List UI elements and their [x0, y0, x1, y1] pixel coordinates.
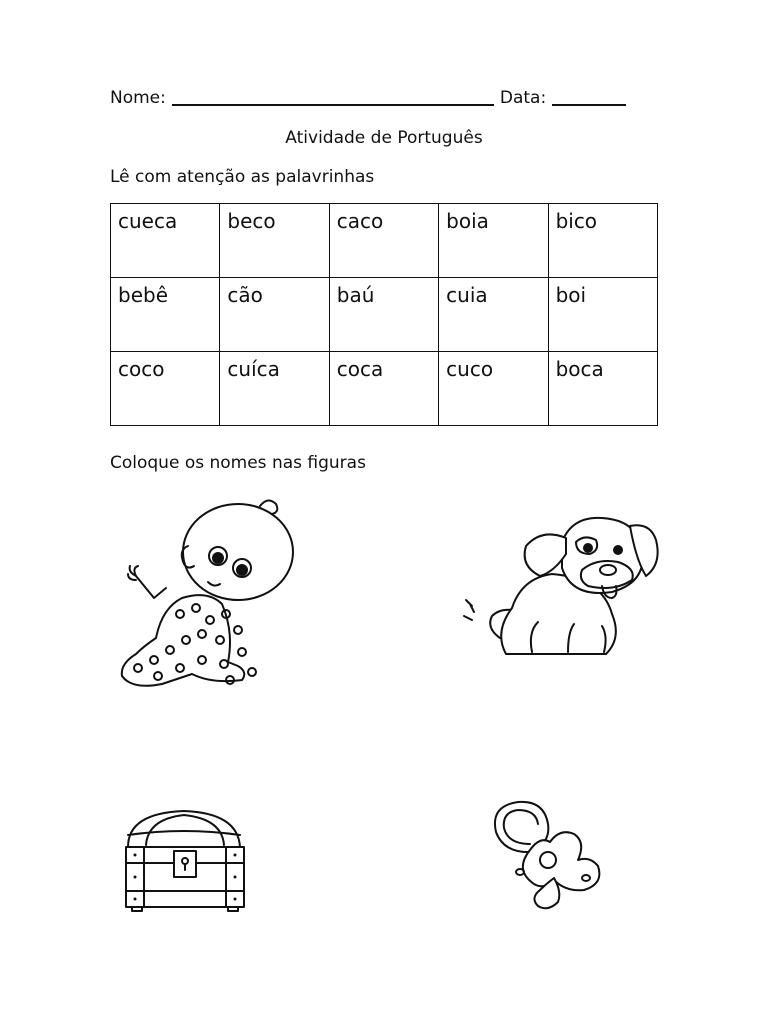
word-cell: coca — [329, 352, 438, 426]
word-cell: cuíca — [220, 352, 329, 426]
date-label: Data: — [499, 88, 547, 108]
pacifier-icon — [490, 800, 615, 915]
word-cell: bico — [548, 204, 657, 278]
word-cell: cueca — [111, 204, 220, 278]
table-row — [111, 352, 658, 426]
table-row — [111, 278, 658, 352]
word-cell: boca — [548, 352, 657, 426]
name-blank[interactable] — [172, 88, 494, 106]
instruction-text: Lê com atenção as palavrinhas — [110, 167, 375, 187]
baby-icon — [110, 490, 305, 690]
word-cell: cuia — [439, 278, 548, 352]
table-row — [111, 204, 658, 278]
word-table — [110, 203, 658, 426]
word-cell: bebê — [111, 278, 220, 352]
word-cell: coco — [111, 352, 220, 426]
header-line — [110, 88, 650, 108]
date-blank[interactable] — [552, 88, 626, 106]
word-cell: beco — [220, 204, 329, 278]
word-cell: caco — [329, 204, 438, 278]
word-cell: cuco — [439, 352, 548, 426]
word-cell: baú — [329, 278, 438, 352]
name-label: Nome: — [110, 88, 166, 108]
word-cell: boia — [439, 204, 548, 278]
treasure-chest-icon — [120, 805, 250, 915]
page-title: Atividade de Português — [285, 128, 483, 148]
dog-icon — [462, 512, 662, 667]
word-cell: boi — [548, 278, 657, 352]
word-cell: cão — [220, 278, 329, 352]
section-instruction: Coloque os nomes nas figuras — [110, 453, 366, 473]
